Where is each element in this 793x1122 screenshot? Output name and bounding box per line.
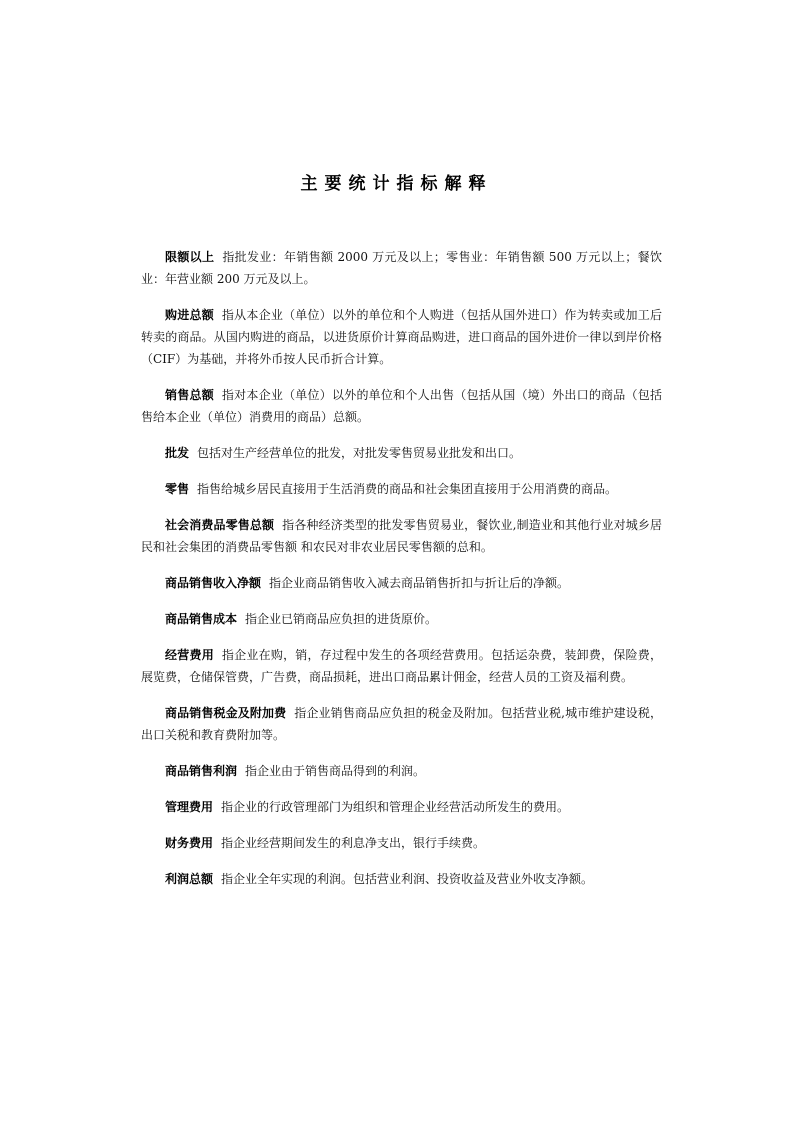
entry-definition: 指企业全年实现的利润。包括营业利润、投资收益及营业外收支净额。	[221, 872, 594, 886]
entry-definition: 指批发业：年销售额 2000 万元及以上；零售业：年销售额 500 万元以上；餐饮业：年营业额 200 万元及以上。	[141, 250, 662, 286]
entry-term: 财务费用	[165, 836, 214, 850]
entry-term: 限额以上	[165, 250, 215, 264]
entry-retail	[141, 478, 662, 500]
entry-sales-total	[141, 384, 662, 428]
page-title: 主要统计指标解释	[300, 174, 493, 194]
entry-sales-profit	[141, 760, 662, 782]
entry-definition: 指各种经济类型的批发零售贸易业，餐饮业,制造业和其他行业对城乡居民和社会集团的消费品零售额 和农民对非农业居民零售额的总和。	[141, 518, 662, 554]
entry-term: 管理费用	[165, 800, 214, 814]
entry-definition: 指企业已销商品应负担的进货原价。	[245, 612, 438, 626]
entry-admin-expenses	[141, 796, 662, 818]
entry-definition: 指从本企业（单位）以外的单位和个人购进（包括从国外进口）作为转卖或加工后转卖的商品。从国内购进的商品，以进货原价计算商品购进，进口商品的国外进价一律以到岸价格（CIF）为基础，并将外币按人民币折合计算。	[141, 308, 662, 366]
entry-purchase-total	[141, 304, 662, 370]
entry-definition: 指对本企业（单位）以外的单位和个人出售（包括从国（境）外出口的商品（包括售给本企业（单位）消费用的商品）总额。	[141, 388, 662, 424]
entry-definition: 指企业由于销售商品得到的利润。	[245, 764, 426, 778]
entry-term: 批发	[165, 446, 190, 460]
entry-definition: 指售给城乡居民直接用于生活消费的商品和社会集团直接用于公用消费的商品。	[197, 482, 618, 496]
entry-definition: 指企业在购，销，存过程中发生的各项经营费用。包括运杂费，装卸费，保险费，展览费，仓储保管费，广告费，商品损耗，进出口商品累计佣金，经营人员的工资及福利费。	[141, 648, 662, 684]
entry-term: 经营费用	[165, 648, 214, 662]
entry-term: 利润总额	[165, 872, 214, 886]
entry-term: 商品销售税金及附加费	[165, 706, 287, 720]
entry-total-profit	[141, 868, 662, 890]
entry-term: 零售	[165, 482, 190, 496]
entry-wholesale	[141, 442, 662, 464]
entry-definition: 包括对生产经营单位的批发，对批发零售贸易业批发和出口。	[197, 446, 522, 460]
indicator-list	[141, 246, 662, 904]
entry-limit-above	[141, 246, 662, 290]
entry-consumer-goods-retail	[141, 514, 662, 558]
entry-term: 购进总额	[165, 308, 214, 322]
entry-definition: 指企业的行政管理部门为组织和管理企业经营活动所发生的费用。	[221, 800, 570, 814]
entry-net-sales-revenue	[141, 572, 662, 594]
entry-term: 社会消费品零售总额	[165, 518, 275, 532]
entry-term: 商品销售利润	[165, 764, 238, 778]
entry-term: 商品销售收入净额	[165, 576, 262, 590]
entry-definition: 指企业经营期间发生的利息净支出，银行手续费。	[221, 836, 486, 850]
entry-term: 销售总额	[165, 388, 214, 402]
entry-sales-tax	[141, 702, 662, 746]
entry-financial-expenses	[141, 832, 662, 854]
entry-cost-of-sales	[141, 608, 662, 630]
entry-operating-expenses	[141, 644, 662, 688]
entry-definition: 指企业销售商品应负担的税金及附加。包括营业税,城市维护建设税，出口关税和教育费附加等。	[141, 706, 662, 742]
entry-term: 商品销售成本	[165, 612, 238, 626]
entry-definition: 指企业商品销售收入减去商品销售折扣与折让后的净额。	[269, 576, 570, 590]
